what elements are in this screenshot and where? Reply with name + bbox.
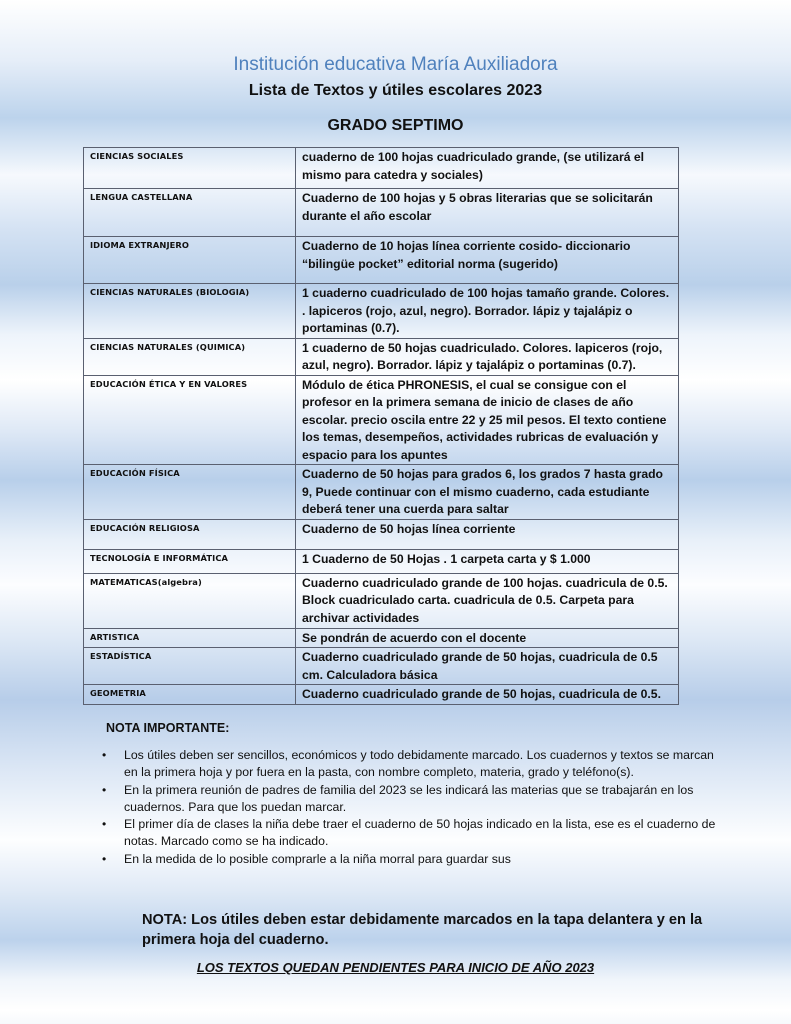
institution-title: Institución educativa María Auxiliadora — [233, 54, 558, 75]
table-row — [84, 189, 679, 237]
items-cell: 1 cuaderno de 50 hojas cuadriculado. Colores. lapiceros (rojo, azul, negro). Borrador. lápiz y tajalápiz o portaminas (0.7). — [296, 338, 679, 375]
list-item — [100, 816, 720, 851]
table-row — [84, 628, 679, 648]
subject-cell: MATEMATICAS(algebra) — [84, 573, 296, 628]
items-cell: Cuaderno cuadriculado grande de 50 hojas, cuadricula de 0.5. — [296, 685, 679, 705]
note-text: Los útiles deben ser sencillos, económicos y todo debidamente marcado. Los cuadernos y textos se marcan en la primera hoja y por fuera en la pasta, con nombre completo, materia, grado y teléfono(s). — [124, 748, 714, 780]
subject-cell: CIENCIAS SOCIALES — [84, 148, 296, 189]
table-row — [84, 573, 679, 628]
subject-cell: EDUCACIÓN ÉTICA Y EN VALORES — [84, 375, 296, 465]
note-text: En la medida de lo posible comprarle a la niña morral para guardar sus — [124, 851, 511, 866]
subject-cell: CIENCIAS NATURALES (QUIMICA) — [84, 338, 296, 375]
pending-texts-notice: LOS TEXTOS QUEDAN PENDIENTES PARA INICIO DE AÑO 2023 — [196, 960, 595, 975]
table-row — [84, 465, 679, 520]
table-row — [84, 284, 679, 339]
list-item — [100, 747, 720, 782]
grade-heading: GRADO SEPTIMO — [327, 117, 464, 134]
subject-cell: EDUCACIÓN FÍSICA — [84, 465, 296, 520]
bullet-icon: • — [102, 851, 107, 866]
table-row — [84, 648, 679, 685]
table-row — [84, 237, 679, 284]
table-row — [84, 338, 679, 375]
table-row — [84, 375, 679, 465]
list-item — [100, 782, 720, 817]
subject-cell: IDIOMA EXTRANJERO — [84, 237, 296, 284]
items-cell: cuaderno de 100 hojas cuadriculado grande, (se utilizará el mismo para catedra y sociales) — [296, 148, 679, 189]
items-cell: Se pondrán de acuerdo con el docente — [296, 628, 679, 648]
subject-cell: TECNOLOGÍA E INFORMÁTICA — [84, 549, 296, 573]
important-notes-list — [100, 747, 720, 868]
table-row — [84, 148, 679, 189]
subject-cell: ESTADÍSTICA — [84, 648, 296, 685]
items-cell: Módulo de ética PHRONESIS, el cual se consigue con el profesor en la primera semana de inicio de clases de año escolar. precio oscila entre 22 y 25 mil pesos. El texto contiene los temas, desempeños, actividades rubricas de evaluación y espacio para los apuntes — [296, 375, 679, 465]
items-cell: 1 Cuaderno de 50 Hojas . 1 carpeta carta y $ 1.000 — [296, 549, 679, 573]
supplies-table — [83, 147, 679, 705]
subject-cell: ARTISTICA — [84, 628, 296, 648]
note-text: En la primera reunión de padres de familia del 2023 se les indicará las materias que se trabajarán en los cuadernos. Para que los puedan marcar. — [124, 782, 694, 814]
list-item — [100, 851, 720, 868]
items-cell: 1 cuaderno cuadriculado de 100 hojas tamaño grande. Colores. . lapiceros (rojo, azul, negro). Borrador. lápiz y tajalápiz o portaminas (0.7). — [296, 284, 679, 339]
bullet-icon: • — [102, 748, 107, 762]
important-note-heading: NOTA IMPORTANTE: — [106, 721, 230, 735]
document-subtitle: Lista de Textos y útiles escolares 2023 — [248, 82, 543, 99]
items-cell: Cuaderno de 100 hojas y 5 obras literarias que se solicitarán durante el año escolar — [296, 189, 679, 237]
items-cell: Cuaderno de 50 hojas para grados 6, los grados 7 hasta grado 9, Puede continuar con el mismo cuaderno, cada estudiante deberá tener una cuerda para saltar — [296, 465, 679, 520]
table-row — [84, 549, 679, 573]
items-cell: Cuaderno de 50 hojas línea corriente — [296, 519, 679, 549]
items-cell: Cuaderno cuadriculado grande de 50 hojas, cuadricula de 0.5 cm. Calculadora básica — [296, 648, 679, 685]
subject-cell: EDUCACIÓN RELIGIOSA — [84, 519, 296, 549]
table-row — [84, 685, 679, 705]
bullet-icon: • — [102, 782, 107, 797]
table-row — [84, 519, 679, 549]
subject-cell: GEOMETRIA — [84, 685, 296, 705]
items-cell: Cuaderno de 10 hojas línea corriente cosido- diccionario “bilingüe pocket” editorial norma (sugerido) — [296, 237, 679, 284]
items-cell: Cuaderno cuadriculado grande de 100 hojas. cuadricula de 0.5. Block cuadriculado carta. cuadricula de 0.5. Carpeta para archivar actividades — [296, 573, 679, 628]
bullet-icon: • — [102, 817, 107, 832]
note-text: El primer día de clases la niña debe traer el cuaderno de 50 hojas indicado en la lista, ese es el cuaderno de notas. Marcado como se ha indicado. — [124, 817, 716, 849]
subject-cell: CIENCIAS NATURALES (BIOLOGIA) — [84, 284, 296, 339]
subject-cell: LENGUA CASTELLANA — [84, 189, 296, 237]
final-note: NOTA: Los útiles deben estar debidamente marcados en la tapa delantera y en la primera hoja del cuaderno. — [142, 912, 703, 948]
